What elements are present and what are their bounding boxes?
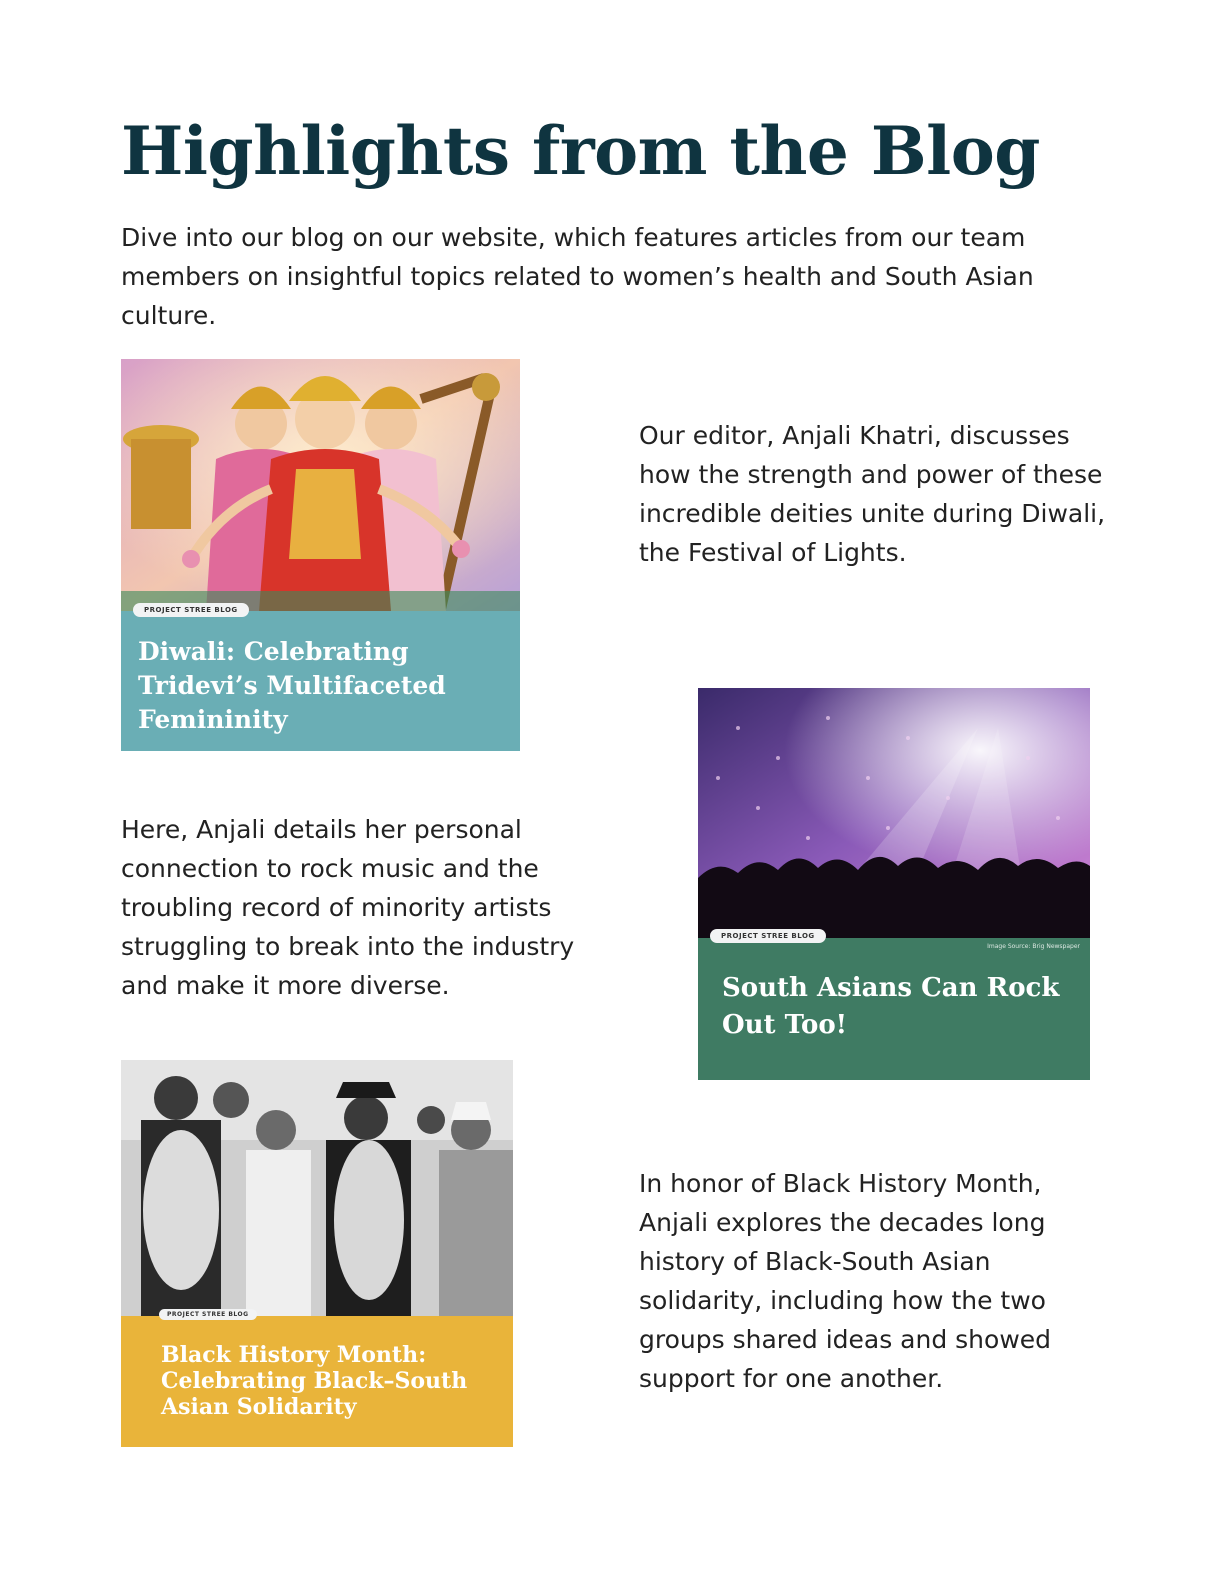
intro-paragraph: Dive into our blog on our website, which features articles from our team members on insightful topics related to women’s health and South Asian culture. [121, 223, 1034, 330]
image-credit: Image Source: Brig Newspaper [987, 943, 1080, 950]
blog-tag: PROJECT STREE BLOG [159, 1309, 257, 1320]
diwali-blurb: Our editor, Anjali Khatri, discusses how the strength and power of these incredible deities unite during Diwali, the Festival of Lights. [639, 421, 1106, 567]
blog-tag: PROJECT STREE BLOG [133, 603, 249, 617]
blog-tag: PROJECT STREE BLOG [710, 929, 826, 943]
concert-crowd-image [698, 688, 1090, 938]
page-title: Highlights from the Blog [121, 112, 1040, 190]
card-title: Diwali: Celebrating Tridevi’s Multifaceted Femininity [138, 637, 446, 734]
blog-card-diwali[interactable] [121, 359, 520, 751]
blog-card-rock[interactable] [698, 688, 1090, 1080]
card-title: South Asians Can Rock Out Too! [722, 973, 1060, 1040]
blog-card-black-history-month[interactable] [121, 1060, 513, 1447]
tridevi-goddesses-image [121, 359, 520, 611]
rock-blurb: Here, Anjali details her personal connection to rock music and the troubling record of minority artists struggling to break into the industry and make it more diverse. [121, 815, 575, 1000]
card-title: Black History Month: Celebrating Black–South Asian Solidarity [161, 1342, 468, 1420]
historic-group-photo [121, 1060, 513, 1316]
black-history-blurb: In honor of Black History Month, Anjali explores the decades long history of Black-South Asian solidarity, including how the two groups shared ideas and showed support for one another. [639, 1169, 1052, 1393]
